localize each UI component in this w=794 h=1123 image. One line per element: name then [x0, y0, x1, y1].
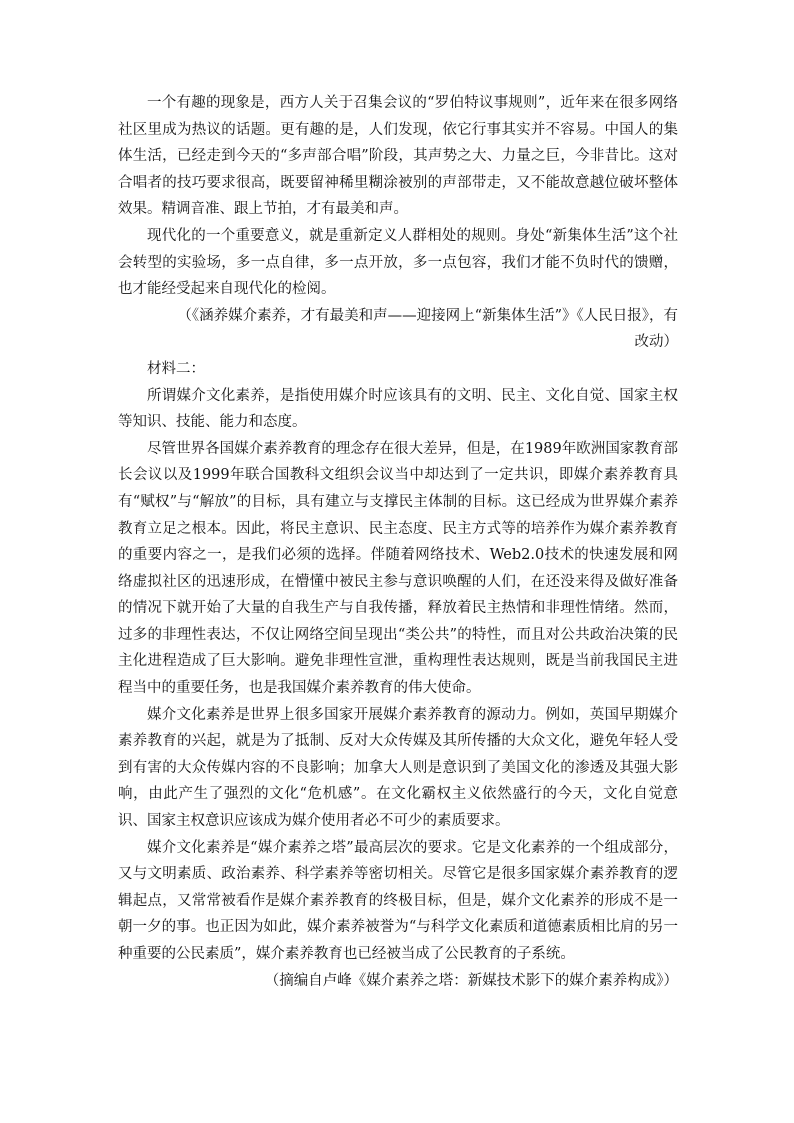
material1-paragraph-2: 现代化的一个重要意义，就是重新定义人群相处的规则。身处“新集体生活”这个社会转型的实验场，多一点自律，多一点开放，多一点包容，我们才能不负时代的馈赠，也才能经受起来自现代化的检阅。: [118, 227, 678, 298]
document-page: [118, 90, 678, 994]
material2-source: （摘编自卢峰《媒介素养之塔：新媒技术影下的媒介素养构成》）: [264, 972, 678, 989]
material2-paragraph-1: 所谓媒介文化素养，是指使用媒介时应该具有的文明、民主、文化自觉、国家主权等知识、技能、能力和态度。: [118, 387, 678, 431]
material1-source: （《涵养媒介素养，才有最美和声——迎接网上“新集体生活”》《人民日报》，有改动）: [177, 307, 678, 351]
material2-paragraph-2: 尽管世界各国媒介素养教育的理念存在很大差异，但是，在1989年欧洲国家教育部长会议以及1999年联合国教科文组织会议当中却达到了一定共识，即媒介素养教育具有“赋权”与“解放”的目标，具有建立与支撑民主体制的目标。这已经成为世界媒介素养教育立足之根本。因此，将民主意识、民主态度、民主方式等的培养作为媒介素养教育的重要内容之一，是我们必须的选择。伴随着网络技术、Web2.0技术的快速发展和网络虚拟社区的迅速形成，在懵懂中被民主参与意识唤醒的人们，在还没来得及做好准备的情况下就开始了大量的自我生产与自我传播，释放着民主热情和非理性情绪。然而，过多的非理性表达，不仅让网络空间呈现出“类公共”的特性，而且对公共政治决策的民主化进程造成了巨大影响。避免非理性宣泄，重构理性表达规则，既是当前我国民主进程当中的重要任务，也是我国媒介素养教育的伟大使命。: [118, 440, 678, 697]
material2-paragraph-4: 媒介文化素养是“媒介素养之塔”最高层次的要求。它是文化素养的一个组成部分，又与文明素质、政治素养、科学素养等密切相关。尽管它是很多国家媒介素养教育的逻辑起点，又常常被看作是媒介素养教育的终极目标，但是，媒介文化素养的形成不是一朝一夕的事。也正因为如此，媒介素养被誉为“与科学文化素质和道德素质相比肩的另一种重要的公民素质”，媒介素养教育也已经被当成了公民教育的子系统。: [118, 839, 678, 962]
material2-paragraph-3: 媒介文化素养是世界上很多国家开展媒介素养教育的源动力。例如，英国早期媒介素养教育的兴起，就是为了抵制、反对大众传媒及其所传播的大众文化，避免年轻人受到有害的大众传媒内容的不良影响；加拿大人则是意识到了美国文化的渗透及其强大影响，由此产生了强烈的文化“危机感”。在文化霸权主义依然盛行的今天，文化自觉意识、国家主权意识应该成为媒介使用者必不可少的素质要求。: [118, 706, 678, 830]
material1-paragraph-1: 一个有趣的现象是，西方人关于召集会议的“罗伯特议事规则”，近年来在很多网络社区里成为热议的话题。更有趣的是，人们发现，依它行事其实并不容易。中国人的集体生活，已经走到今天的“多声部合唱”阶段，其声势之大、力量之巨，今非昔比。这对合唱者的技巧要求很高，既要留神稀里糊涂被别的声部带走，又不能故意越位破坏整体效果。精调音准、跟上节拍，才有最美和声。: [118, 95, 678, 218]
material2-heading: 材料二：: [147, 360, 205, 377]
